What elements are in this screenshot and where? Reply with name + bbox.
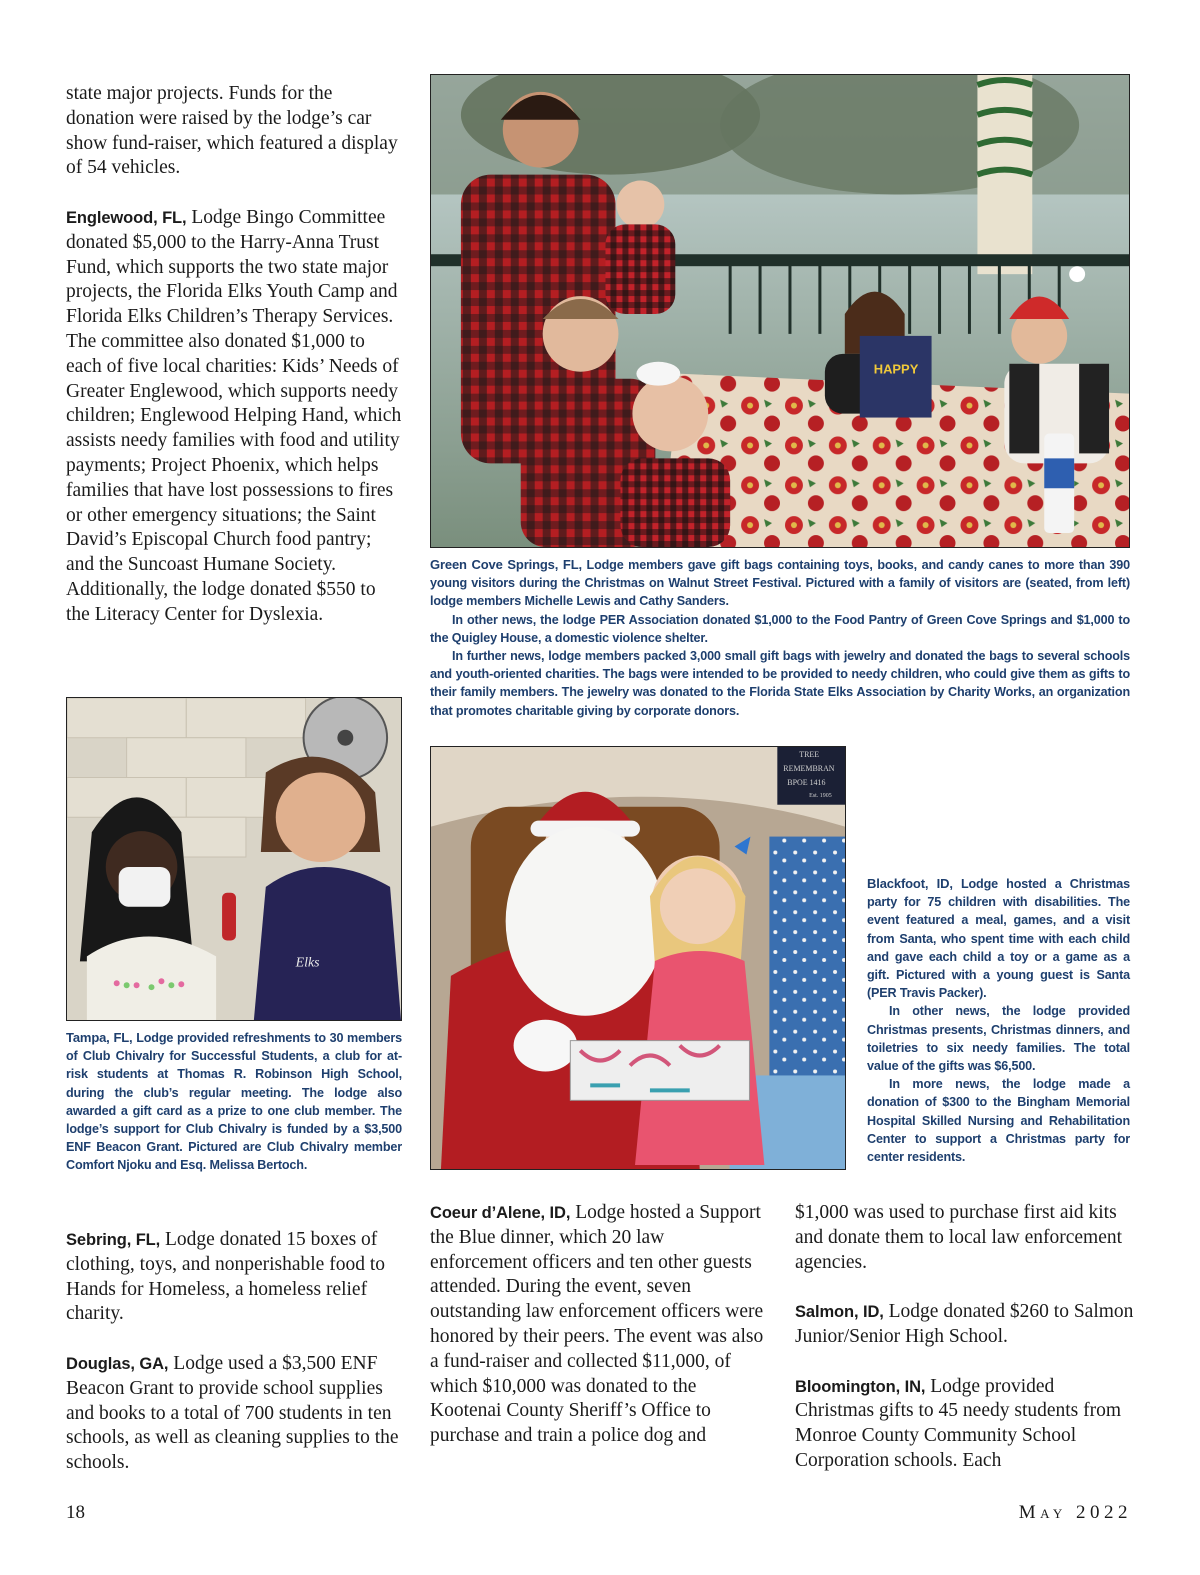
coeur-dalene-lead: Coeur d’Alene, ID, <box>430 1204 571 1222</box>
blackfoot-caption-p1 <box>867 875 1130 1002</box>
green-cove-caption-p1 <box>430 556 1130 611</box>
plaque-line-2: REMEMBRAN <box>783 763 835 773</box>
bloomington-paragraph <box>795 1375 1135 1474</box>
coeur-dalene-text: Lodge hosted a Support the Blue dinner, which 20 law enforcement officers and ten other guests attended. During the event, seven outstanding law enforcement officers were honored by their peers. The event was also a fund-raiser and collected $11,000, of which $10,000 was donated to the Kootenai County Sheriff’s Office to purchase and train a police dog and <box>430 1202 764 1447</box>
gift-bag-label: HAPPY <box>873 361 919 377</box>
tampa-caption-text: Lodge provided refreshments to 30 members of Club Chivalry for Successful Students, a club for at-risk students at Thomas R. Robinson High School, during the club’s regular meeting. The lodge also awarded a gift card as a prize to one club member. The lodge’s support for Club Chivalry is funded by a $3,500 ENF Beacon Grant. Pictured are Club Chivalry member Comfort Njoku and Esq. Melissa Bertoch. <box>66 1031 402 1173</box>
tampa-photo <box>66 697 402 1021</box>
salmon-lead: Salmon, ID, <box>795 1303 884 1322</box>
blackfoot-caption-text: Lodge hosted a Christmas party for 75 children with disabilities. The event featured a meal, games, and a visit from Santa, who spent time with each child and gave each child a toy or a game as a gift. Pictured with a young guest is Santa (PER Travis Packer). <box>867 877 1130 1001</box>
englewood-text: Lodge Bingo Committee donated $5,000 to the Harry-Anna Trust Fund, which supports the two state major projects, the Florida Elks Youth Camp and Florida Elks Children’s Therapy Services. The committee also donated $1,000 to each of five local charities: Kids’ Needs of Greater Englewood, which supports needy children; Englewood Helping Hand, which assists needy families with food and utility payments; Project Phoenix, which helps families that have lost possessions to fires or other emergency situations; the Saint David’s Episcopal Church food pantry; and the Suncoast Humane Society. Additionally, the lodge donated $550 to the Literacy Center for Dyslexia. <box>66 206 402 625</box>
green-cove-caption-lead: Green Cove Springs, FL, <box>430 557 582 572</box>
bloomington-lead: Bloomington, IN, <box>795 1377 926 1396</box>
green-cove-caption-text: Lodge members gave gift bags containing toys, books, and candy canes to more than 390 young visitors during the Christmas on Walnut Street Festival. Pictured with a family of visitors are (seated, from left) lodge members Michelle Lewis and Cathy Sanders. <box>430 558 1130 609</box>
salmon-paragraph <box>795 1300 1135 1350</box>
plaque-line-3: BPOE 1416 <box>787 777 826 787</box>
sebring-lead: Sebring, FL, <box>66 1231 161 1249</box>
englewood-lead: Englewood, FL, <box>66 208 187 227</box>
tampa-caption-lead: Tampa, FL, <box>66 1030 133 1045</box>
issue-date: May 2022 <box>1018 1502 1132 1523</box>
page-number: 18 <box>66 1502 85 1523</box>
blackfoot-caption-p2: In other news, the lodge provided Christmas presents, Christmas dinners, and toiletries to six needy families. The total value of the gifts was $6,500. <box>867 1004 1130 1074</box>
sebring-paragraph <box>66 1228 402 1327</box>
column-1-top <box>66 82 402 628</box>
tampa-caption <box>66 1029 402 1175</box>
coeur-dalene-continued: $1,000 was used to purchase first aid kits and donate them to local law enforcement agencies. <box>795 1202 1123 1273</box>
green-cove-springs-caption <box>430 556 1130 720</box>
column-2-bottom <box>430 1201 764 1449</box>
coeur-dalene-paragraph <box>430 1201 764 1449</box>
plaque-line-4: Est. 1905 <box>809 792 832 799</box>
column-1-bottom <box>66 1228 402 1476</box>
column-3-bottom <box>795 1201 1135 1474</box>
green-cove-caption-p3: In further news, lodge members packed 3,000 small gift bags with jewelry and donated the bags to several schools and youth-oriented charities. The bags were intended to be provided to needy children, who could give them as gifts to their family members. The jewelry was donated to the Florida State Elks Association by Charity Works, an organization that promotes charitable giving by corporate donors. <box>430 649 1130 718</box>
blackfoot-caption-p3: In more news, the lodge made a donation of $300 to the Bingham Memorial Hospital Skilled Nursing and Rehabilitation Center to support a Christmas party for center residents. <box>867 1077 1130 1165</box>
shirt-logo: Elks <box>295 955 320 971</box>
douglas-lead: Douglas, GA, <box>66 1354 169 1373</box>
englewood-paragraph <box>66 206 402 628</box>
blackfoot-santa-photo <box>430 746 846 1170</box>
green-cove-springs-photo <box>430 74 1130 548</box>
green-cove-caption-p2: In other news, the lodge PER Association donated $1,000 to the Food Pantry of Green Cove Springs and $1,000 to the Quigley House, a domestic violence shelter. <box>430 612 1130 645</box>
tampa-caption-p1 <box>66 1029 402 1175</box>
salmon-text: Lodge donated $260 to Salmon Junior/Senior High School. <box>795 1301 1134 1347</box>
blackfoot-caption <box>867 875 1130 1166</box>
plaque-line-1: TREE <box>799 749 820 759</box>
intro-paragraph: state major projects. Funds for the donation were raised by the lodge’s car show fund-raiser, which featured a display of 54 vehicles. <box>66 83 398 179</box>
sebring-text: Lodge donated 15 boxes of clothing, toys, and nonperishable food to Hands for Homeless, a homeless relief charity. <box>66 1229 385 1325</box>
bloomington-text: Lodge provided Christmas gifts to 45 needy students from Monroe County Community School Corporation schools. Each <box>795 1375 1122 1471</box>
douglas-text: Lodge used a $3,500 ENF Beacon Grant to provide school supplies and books to a total of 700 students in ten schools, as well as cleaning supplies to the schools. <box>66 1352 399 1474</box>
blackfoot-caption-lead: Blackfoot, ID, <box>867 876 953 891</box>
douglas-paragraph <box>66 1352 402 1476</box>
